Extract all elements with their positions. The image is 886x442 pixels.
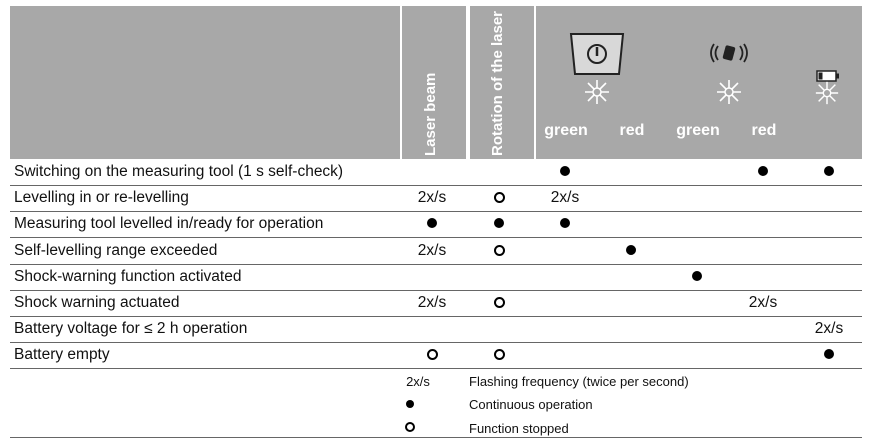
led-flash-icon <box>715 78 743 106</box>
flash-frequency-cell: 2x/s <box>417 189 447 207</box>
continuous-dot-icon <box>733 163 793 181</box>
flash-frequency-cell: 2x/s <box>417 241 447 259</box>
flash-frequency-cell: 2x/s <box>550 189 580 207</box>
legend-dot-icon <box>380 396 440 411</box>
shock-warning-icon <box>710 42 748 66</box>
stopped-ring-icon <box>469 294 529 313</box>
flash-frequency-cell: 2x/s <box>417 294 447 311</box>
subheader-green-2: green <box>676 122 720 139</box>
table-row <box>10 316 862 343</box>
header-laser-beam: Laser beam <box>422 72 439 156</box>
header-rotation: Rotation of the laser <box>489 10 506 156</box>
table-bottom-rule <box>10 437 862 438</box>
table-row <box>10 290 862 317</box>
led-flash-icon <box>814 80 840 106</box>
table-row <box>10 342 862 369</box>
led-flash-icon <box>583 78 611 106</box>
power-button-icon <box>567 32 627 76</box>
continuous-dot-icon <box>667 268 727 286</box>
table-row <box>10 185 862 212</box>
stopped-ring-icon <box>469 189 529 208</box>
row-label: Switching on the measuring tool (1 s self-check) <box>14 163 344 180</box>
continuous-dot-icon <box>601 242 661 260</box>
table-row <box>10 264 862 291</box>
row-label: Levelling in or re-levelling <box>14 189 189 207</box>
flash-frequency-cell: 2x/s <box>814 320 844 338</box>
stopped-ring-icon <box>469 346 529 365</box>
row-label: Shock warning actuated <box>14 294 180 311</box>
flash-frequency-cell: 2x/s <box>748 294 778 311</box>
continuous-dot-icon <box>535 215 595 233</box>
row-label: Battery voltage for ≤ 2 h operation <box>14 320 248 338</box>
legend-stopped-text: Function stopped <box>469 421 569 436</box>
continuous-dot-icon <box>799 163 859 181</box>
subheader-green-1: green <box>544 122 588 139</box>
subheader-red-2: red <box>751 122 777 139</box>
table-row <box>10 159 862 186</box>
continuous-dot-icon <box>535 163 595 181</box>
legend-flash-symbol: 2x/s <box>406 374 430 389</box>
row-label: Self-levelling range exceeded <box>14 241 218 259</box>
legend-flash-text: Flashing frequency (twice per second) <box>469 374 689 389</box>
table-row <box>10 211 862 238</box>
row-label: Measuring tool levelled in/ready for operation <box>14 215 324 233</box>
row-label: Shock-warning function activated <box>14 267 242 285</box>
row-label: Battery empty <box>14 346 110 364</box>
continuous-dot-icon <box>799 346 859 364</box>
continuous-dot-icon <box>469 215 529 233</box>
table-row <box>10 238 862 265</box>
legend-ring-icon <box>380 420 440 435</box>
legend-continuous-text: Continuous operation <box>469 397 593 412</box>
continuous-dot-icon <box>402 215 462 233</box>
stopped-ring-icon <box>469 242 529 261</box>
stopped-ring-icon <box>402 346 462 365</box>
subheader-red-1: red <box>619 122 645 139</box>
